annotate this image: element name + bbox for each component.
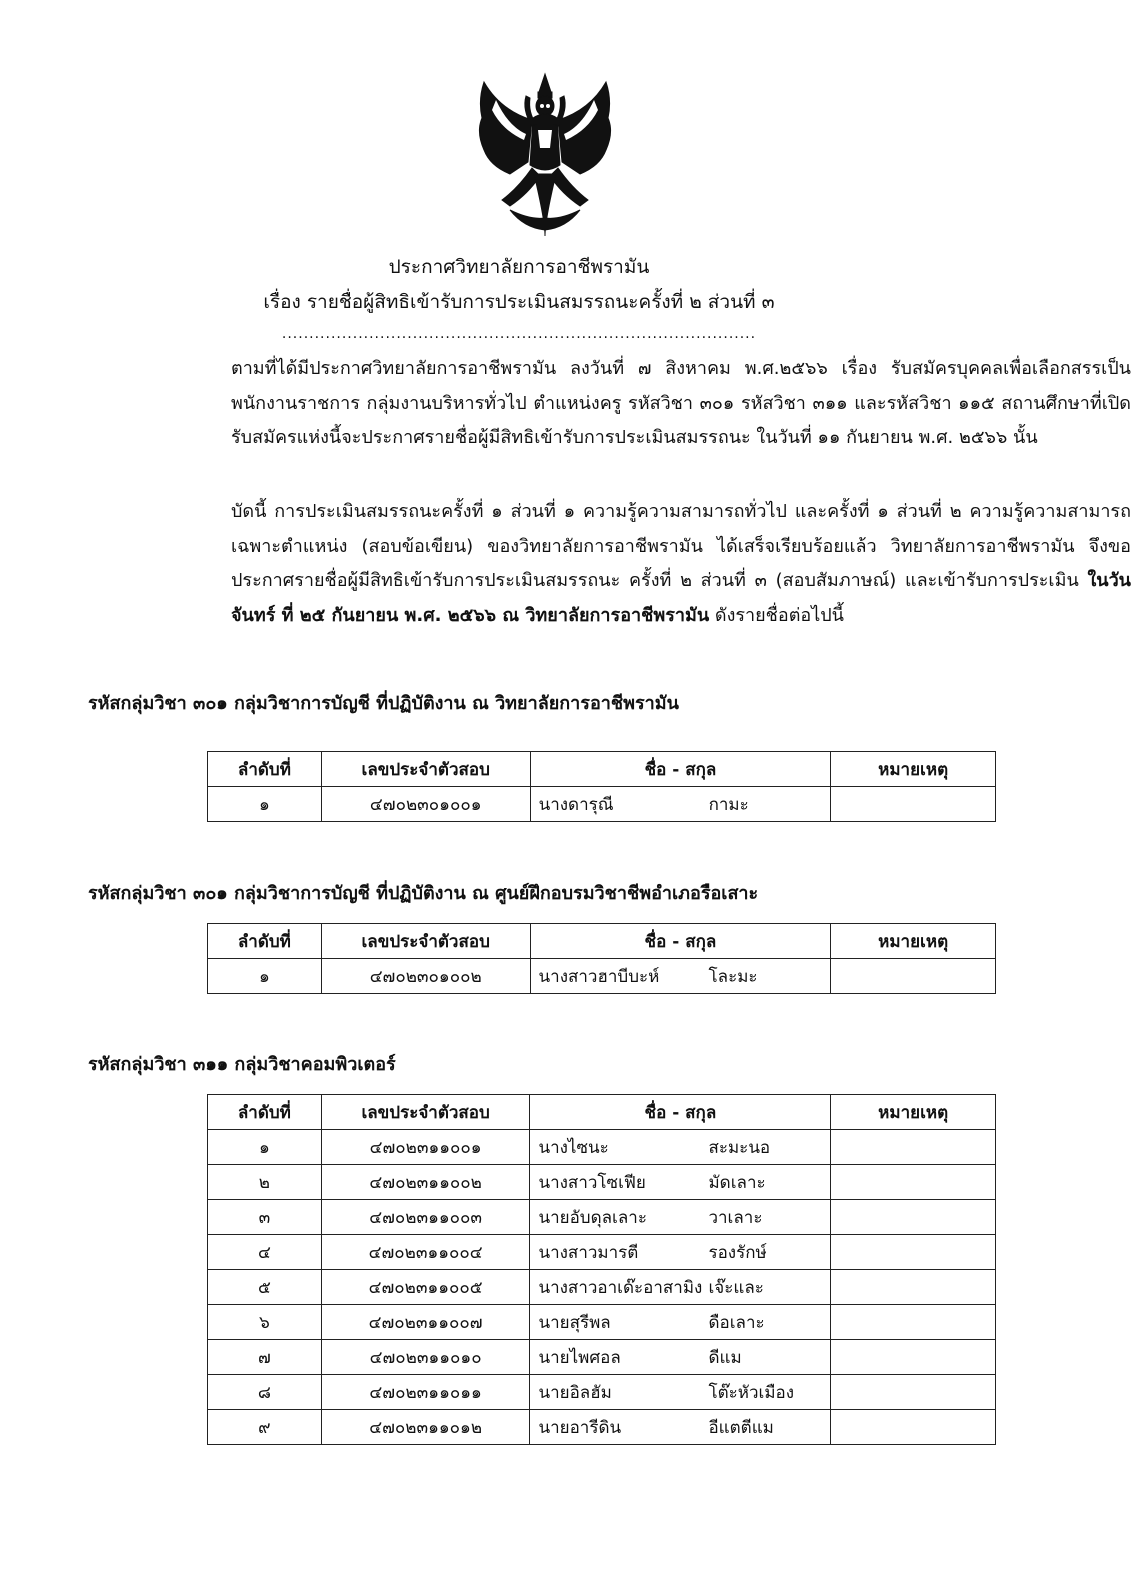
- row-name: [530, 1130, 831, 1165]
- header-no: ลำดับที่: [208, 1095, 322, 1130]
- first-name: นายอับดุลเลาะ: [538, 1207, 647, 1228]
- row-no: ๒: [208, 1165, 322, 1200]
- table-header-row: [208, 1095, 996, 1130]
- candidate-table: [207, 923, 996, 994]
- row-remark: [831, 1410, 996, 1445]
- row-exam-id: ๔๗๐๒๓๑๑๐๐๓: [321, 1200, 530, 1235]
- row-remark: [831, 1270, 996, 1305]
- row-exam-id: ๔๗๐๒๓๑๑๐๑๒: [321, 1410, 530, 1445]
- first-name: นางสาวฮาบีบะห์: [538, 966, 660, 987]
- last-name: โละมะ: [708, 966, 758, 987]
- row-no: ๘: [208, 1375, 322, 1410]
- table-header-row: [208, 752, 996, 787]
- row-name: [530, 1165, 831, 1200]
- row-no: ๓: [208, 1200, 322, 1235]
- header-exam-id: เลขประจำตัวสอบ: [321, 752, 530, 787]
- last-name: กามะ: [708, 794, 749, 815]
- announcement-paragraph-tail: ดังรายชื่อต่อไปนี้: [709, 604, 844, 626]
- header-name: ชื่อ - สกุล: [530, 752, 831, 787]
- row-no: ๕: [208, 1270, 322, 1305]
- row-remark: [831, 1200, 996, 1235]
- announcement-subject: เรื่อง รายชื่อผู้สิทธิเข้ารับการประเมินสมรรถนะครั้งที่ ๒ ส่วนที่ ๓: [263, 291, 775, 313]
- row-no: ๙: [208, 1410, 322, 1445]
- table-row: [208, 1165, 996, 1200]
- garuda-emblem-icon: [470, 70, 620, 240]
- row-name: [530, 1200, 831, 1235]
- section-heading: รหัสกลุ่มวิชา ๓๐๑ กลุ่มวิชาการบัญชี ที่ปฏิบัติงาน ณ วิทยาลัยการอาชีพรามัน: [88, 693, 679, 714]
- row-exam-id: ๔๗๐๒๓๑๑๐๐๗: [321, 1305, 530, 1340]
- section-heading: รหัสกลุ่มวิชา ๓๐๑ กลุ่มวิชาการบัญชี ที่ปฏิบัติงาน ณ ศูนย์ฝึกอบรมวิชาชีพอำเภอรือเสาะ: [88, 883, 759, 904]
- row-name: [530, 1410, 831, 1445]
- table-row: [208, 1375, 996, 1410]
- row-no: ๔: [208, 1235, 322, 1270]
- first-name: นายอารีดิน: [538, 1417, 622, 1438]
- table-body: [208, 1130, 996, 1445]
- last-name: วาเลาะ: [708, 1207, 763, 1228]
- announcement-title: ประกาศวิทยาลัยการอาชีพรามัน: [388, 256, 650, 278]
- first-name: นางดารุณี: [538, 794, 614, 815]
- row-exam-id: ๔๗๐๒๓๐๑๐๐๒: [321, 959, 530, 994]
- row-no: ๗: [208, 1340, 322, 1375]
- header-remark: หมายเหตุ: [831, 752, 996, 787]
- last-name: ดีแม: [708, 1347, 742, 1368]
- table-row: [208, 1130, 996, 1165]
- candidate-table: [207, 1094, 996, 1445]
- row-name: [530, 1375, 831, 1410]
- last-name: โต๊ะหัวเมือง: [708, 1382, 795, 1403]
- first-name: นายอิลฮัม: [538, 1382, 612, 1403]
- header-exam-id: เลขประจำตัวสอบ: [321, 924, 530, 959]
- first-name: นายสุรีพล: [538, 1312, 611, 1333]
- table-body: [208, 787, 996, 822]
- last-name: อีแตตีแม: [708, 1417, 774, 1438]
- row-remark: [831, 1375, 996, 1410]
- last-name: ดือเลาะ: [708, 1312, 765, 1333]
- first-name: นายไพศอล: [538, 1347, 621, 1368]
- first-name: นางไซนะ: [538, 1137, 609, 1158]
- row-no: ๖: [208, 1305, 322, 1340]
- intro-paragraph: [88, 352, 1131, 456]
- table-header-row: [208, 924, 996, 959]
- row-no: ๑: [208, 1130, 322, 1165]
- row-remark: [831, 1130, 996, 1165]
- exam-date-text: ในวันจันทร์ ที่ ๒๕ กันยายน พ.ศ. ๒๕๖๖ ณ วิทยาลัยการอาชีพรามัน: [231, 570, 1131, 626]
- table-row: [208, 1235, 996, 1270]
- row-name: [530, 1270, 831, 1305]
- header-remark: หมายเหตุ: [831, 924, 996, 959]
- row-name: [530, 1340, 831, 1375]
- announcement-paragraph-text: บัดนี้ การประเมินสมรรถนะครั้งที่ ๑ ส่วนที่ ๑ ความรู้ความสามารถทั่วไป และครั้งที่ ๑ ส่วนที่ ๒ ความรู้ความสามารถเฉพาะตำแหน่ง (สอบข้อเขียน) ของวิทยาลัยการอาชีพรามัน ได้เสร็จเรียบร้อยแล้ว วิทยาลัยการอาชีพรามัน จึงขอประกาศรายชื่อผู้มีสิทธิเข้ารับการประเมินสมรรถนะ ครั้งที่ ๒ ส่วนที่ ๓ (สอบสัมภาษณ์) และเข้ารับการประเมิน: [231, 501, 1131, 592]
- last-name: สะมะนอ: [708, 1137, 771, 1158]
- table-body: [208, 959, 996, 994]
- announcement-paragraph: [88, 495, 1131, 633]
- first-name: นางสาวโซเฟีย: [538, 1172, 646, 1193]
- first-name: นางสาวอาเด๊ะอาสามิง: [538, 1277, 703, 1298]
- header-remark: หมายเหตุ: [831, 1095, 996, 1130]
- row-remark: [831, 787, 996, 822]
- row-remark: [831, 1305, 996, 1340]
- table-row: [208, 1270, 996, 1305]
- intro-paragraph-text: ตามที่ได้มีประกาศวิทยาลัยการอาชีพรามัน ลงวันที่ ๗ สิงหาคม พ.ศ.๒๕๖๖ เรื่อง รับสมัครบุคคลเพื่อเลือกสรรเป็นพนักงานราชการ กลุ่มงานบริหารทั่วไป ตำแหน่งครู รหัสวิชา ๓๐๑ รหัสวิชา ๓๑๑ และรหัสวิชา ๑๑๕ สถานศึกษาที่เปิดรับสมัครแห่งนี้จะประกาศรายชื่อผู้มีสิทธิเข้ารับการประเมินสมรรถนะ ในวันที่ ๑๑ กันยายน พ.ศ. ๒๕๖๖ นั้น: [231, 358, 1131, 449]
- row-name: [530, 1305, 831, 1340]
- row-remark: [831, 1340, 996, 1375]
- row-exam-id: ๔๗๐๒๓๐๑๐๐๑: [321, 787, 530, 822]
- last-name: เจ๊ะและ: [708, 1277, 764, 1298]
- row-name: [530, 787, 831, 822]
- table-row: [208, 1340, 996, 1375]
- row-exam-id: ๔๗๐๒๓๑๑๐๐๔: [321, 1235, 530, 1270]
- header-name: ชื่อ - สกุล: [530, 924, 831, 959]
- row-exam-id: ๔๗๐๒๓๑๑๐๐๕: [321, 1270, 530, 1305]
- row-no: ๑: [208, 959, 322, 994]
- header-name: ชื่อ - สกุล: [530, 1095, 831, 1130]
- last-name: รองรักษ์: [708, 1242, 767, 1263]
- table-row: [208, 1305, 996, 1340]
- header-exam-id: เลขประจำตัวสอบ: [321, 1095, 530, 1130]
- row-remark: [831, 959, 996, 994]
- table-row: [208, 1200, 996, 1235]
- first-name: นางสาวมารตี: [538, 1242, 639, 1263]
- row-remark: [831, 1165, 996, 1200]
- row-exam-id: ๔๗๐๒๓๑๑๐๑๑: [321, 1375, 530, 1410]
- row-no: ๑: [208, 787, 322, 822]
- table-row: [208, 1410, 996, 1445]
- section-heading: รหัสกลุ่มวิชา ๓๑๑ กลุ่มวิชาคอมพิวเตอร์: [88, 1054, 396, 1075]
- row-exam-id: ๔๗๐๒๓๑๑๐๑๐: [321, 1340, 530, 1375]
- header-no: ลำดับที่: [208, 924, 322, 959]
- separator-line: .......................................................................................: [281, 326, 757, 342]
- row-exam-id: ๔๗๐๒๓๑๑๐๐๒: [321, 1165, 530, 1200]
- table-row: [208, 959, 996, 994]
- header-no: ลำดับที่: [208, 752, 322, 787]
- last-name: มัดเลาะ: [708, 1172, 766, 1193]
- row-name: [530, 1235, 831, 1270]
- row-remark: [831, 1235, 996, 1270]
- row-name: [530, 959, 831, 994]
- candidate-table: [207, 751, 996, 822]
- row-exam-id: ๔๗๐๒๓๑๑๐๐๑: [321, 1130, 530, 1165]
- table-row: [208, 787, 996, 822]
